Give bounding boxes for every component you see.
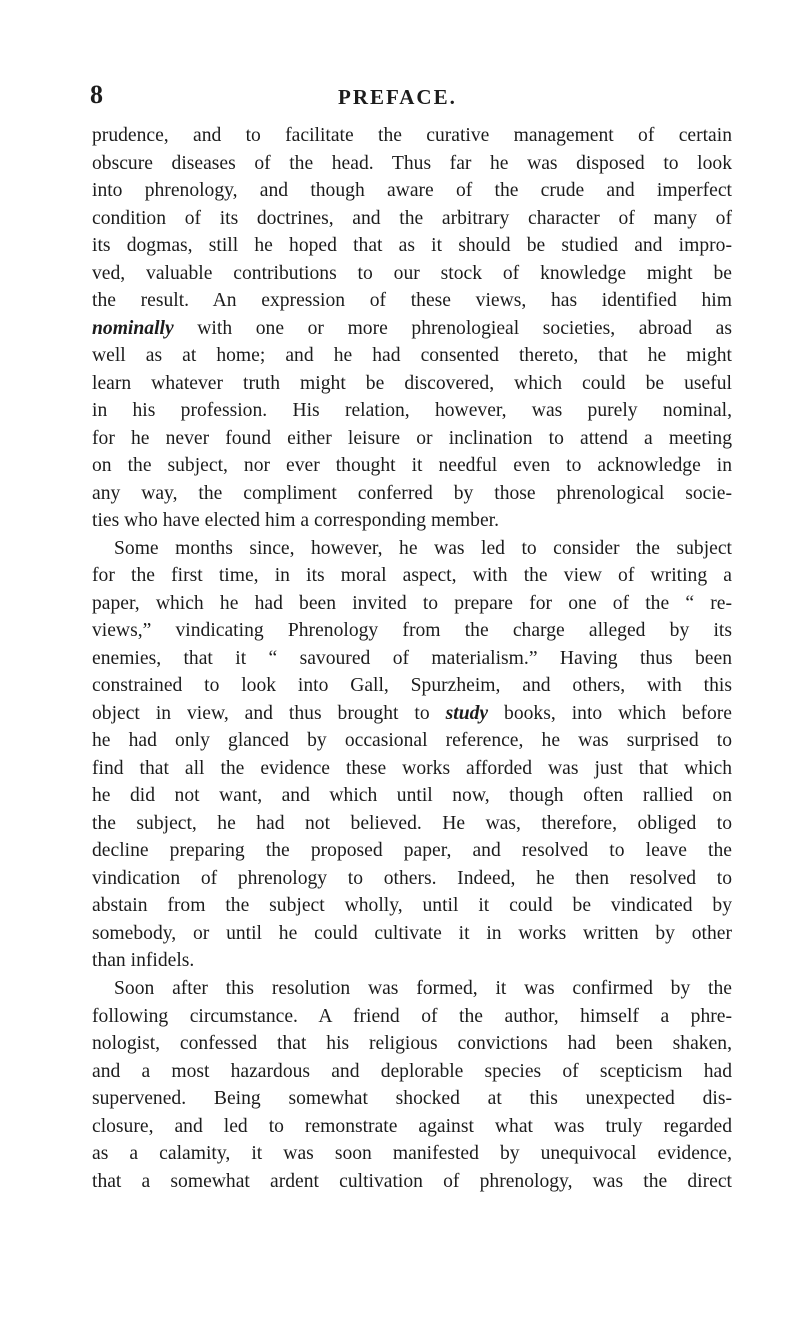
text-line: and a most hazardous and deplorable species of scepticism had	[92, 1060, 732, 1082]
text-line: the subject, he had not believed. He was, therefore, obliged to	[92, 812, 732, 834]
text-line: nologist, confessed that his religious convictions had been shaken,	[92, 1033, 732, 1055]
text-line: decline preparing the proposed paper, and resolved to leave the	[92, 840, 732, 862]
text-line: abstain from the subject wholly, until it could be vindicated by	[92, 895, 732, 917]
text-line: paper, which he had been invited to prepare for one of the “ re-	[92, 592, 732, 614]
text-line: prudence, and to facilitate the curative management of certain	[92, 125, 732, 146]
body-text	[92, 122, 732, 1195]
text-line: for the first time, in its moral aspect, with the view of writing a	[92, 565, 732, 587]
text-line: Soon after this resolution was formed, it was confirmed by the	[114, 977, 732, 999]
text-line: he had only glanced by occasional reference, he was surprised to	[92, 730, 732, 752]
text-line: views,” vindicating Phrenology from the charge alleged by its	[92, 620, 732, 642]
page-title: PREFACE.	[338, 85, 457, 109]
text-line: for he never found either leisure or inclination to attend a meeting	[92, 427, 732, 449]
page-number: 8	[90, 80, 103, 109]
text-line: its dogmas, still he hoped that as it should be studied and impro-	[92, 235, 732, 257]
text-line: constrained to look into Gall, Spurzheim, and others, with this	[92, 675, 732, 697]
text-line: ved, valuable contributions to our stock of knowledge might be	[92, 262, 732, 284]
text-line: that a somewhat ardent cultivation of phrenology, was the direct	[92, 1170, 732, 1192]
text-line: the result. An expression of these views, has identified him	[92, 290, 732, 312]
text-line: in his profession. His relation, however, was purely nominal,	[92, 400, 732, 422]
text-line: than infidels.	[92, 950, 195, 972]
text-line: any way, the compliment conferred by those phrenological socie-	[92, 482, 732, 504]
running-head	[90, 80, 730, 114]
text-line: closure, and led to remonstrate against what was truly regarded	[92, 1115, 732, 1137]
text-line: vindication of phrenology to others. Indeed, he then resolved to	[92, 867, 732, 889]
text-line: Some months since, however, he was led to consider the subject	[114, 537, 732, 559]
text-line: learn whatever truth might be discovered, which could be useful	[92, 372, 732, 394]
text-line: nominally with one or more phrenologieal societies, abroad as	[92, 317, 732, 339]
text-line: into phrenology, and though aware of the crude and imperfect	[92, 180, 732, 202]
text-line: supervened. Being somewhat shocked at this unexpected dis-	[92, 1088, 732, 1110]
text-line: condition of its doctrines, and the arbitrary character of many of	[92, 207, 732, 229]
text-line: as a calamity, it was soon manifested by unequivocal evidence,	[92, 1143, 732, 1165]
text-line: somebody, or until he could cultivate it in works written by other	[92, 922, 732, 944]
text-line: obscure diseases of the head. Thus far he was disposed to look	[92, 152, 732, 174]
text-line: he did not want, and which until now, though often rallied on	[92, 785, 732, 807]
italic-word: study	[445, 702, 489, 724]
text-line: ties who have elected him a corresponding member.	[92, 510, 499, 532]
text-line: object in view, and thus brought to study books, into which before	[92, 702, 732, 724]
text-line: on the subject, nor ever thought it needful even to acknowledge in	[92, 455, 732, 477]
text-line: find that all the evidence these works afforded was just that which	[92, 757, 732, 779]
text-line: well as at home; and he had consented thereto, that he might	[92, 345, 732, 367]
italic-word: nominally	[92, 317, 174, 339]
text-line: following circumstance. A friend of the author, himself a phre-	[92, 1005, 732, 1027]
text-line: enemies, that it “ savoured of materialism.” Having thus been	[92, 647, 732, 669]
